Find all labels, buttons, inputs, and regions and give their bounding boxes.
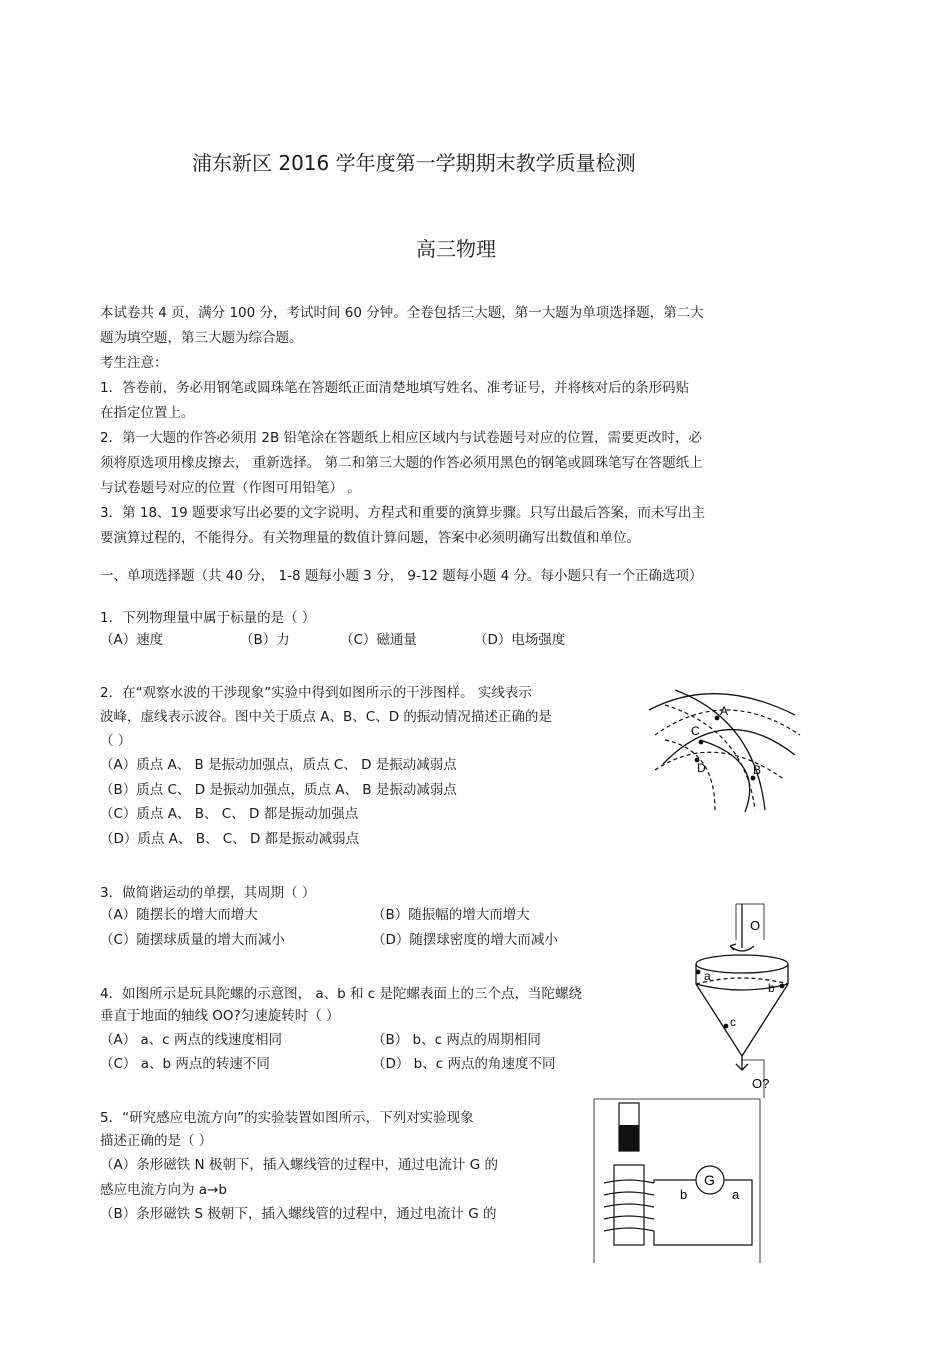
wire-top-left (654, 1180, 696, 1183)
notice-2c: 与试卷题号对应的位置（作图可用铅笔） 。 (100, 480, 361, 496)
point-c-label: c (730, 1015, 736, 1029)
trough-arc-2 (655, 752, 785, 780)
q5-option-b-1: （B）条形磁铁 S 极朝下，插入螺线管的过程中，通过电流计 G 的 (100, 1206, 497, 1222)
interference-figure (645, 680, 805, 815)
point-c-dot (699, 740, 704, 745)
point-a-label: A (720, 704, 729, 718)
trough-arc-3 (665, 705, 755, 810)
crest-arc-4 (700, 740, 750, 812)
point-b-label: B (753, 763, 762, 777)
axis-o-label: O (750, 918, 761, 933)
exam-subtitle: 高三物理 (416, 237, 496, 261)
q3-option-d: （D）随摆球密度的增大而减小 (372, 932, 558, 948)
spinning-top-figure (690, 900, 800, 1100)
coil-turn-4 (604, 1216, 654, 1219)
q2-stem-2: 波峰，虚线表示波谷。图中关于质点 A、B、C、D 的振动情况描述正确的是 (100, 709, 552, 725)
section-1-heading: 一、单项选择题（共 40 分， 1-8 题每小题 3 分， 9-12 题每小题 4 分。每小题只有一个正确选项） (100, 568, 703, 584)
crest-arc-2 (663, 730, 795, 764)
q4-stem-1: 4．如图所示是玩具陀螺的示意图， a、b 和 c 是陀螺表面上的三个点，当陀螺绕 (100, 986, 583, 1002)
point-c-label: C (691, 724, 700, 738)
trough-arc-4 (665, 740, 715, 810)
point-b-label: b (768, 981, 775, 995)
notice-heading: 考生注意： (100, 355, 168, 371)
q5-option-a-1: （A）条形磁铁 N 极朝下，插入螺线管的过程中，通过电流计 G 的 (100, 1157, 498, 1173)
intro-line-1: 本试卷共 4 页，满分 100 分，考试时间 60 分钟。全卷包括三大题，第一大题为单项选择题，第二大 (100, 305, 704, 321)
q4-option-c: （C） a、b 两点的转速不同 (100, 1056, 270, 1072)
notice-2b: 须将原选项用橡皮擦去， 重新选择。 第二和第三大题的作答必须用黑色的钢笔或圆珠笔写在答题纸上 (100, 455, 703, 471)
notice-2a: 2．第一大题的作答必须用 2B 铅笔涂在答题纸上相应区域内与试卷题号对应的位置，需要更改时，必 (100, 430, 703, 446)
point-a-dot (715, 716, 720, 721)
q1-option-d: （D）电场强度 (474, 632, 566, 648)
q2-option-d: （D）质点 A、 B、 C、 D 都是振动减弱点 (100, 831, 360, 847)
notice-3b: 要演算过程的，不能得分。有关物理量的数值计算问题，答案中必须明确写出数值和单位。 (100, 530, 640, 546)
q4-stem-2: 垂直于地面的轴线 OO?匀速旋转时（ ） (100, 1008, 340, 1024)
q1-option-a: （A）速度 (100, 632, 164, 648)
point-a-label: a (704, 969, 711, 983)
intro-line-2: 题为填空题，第三大题为综合题。 (100, 330, 303, 346)
q2-option-b: （B）质点 C、 D 是振动加强点，质点 A、 B 是振动减弱点 (100, 782, 457, 798)
q1-stem: 1．下列物理量中属于标量的是（ ） (100, 610, 316, 626)
q4-option-a: （A） a、c 两点的线速度相同 (100, 1032, 283, 1048)
q1-option-b: （B）力 (240, 632, 290, 648)
cone-right (742, 984, 788, 1056)
induction-figure (592, 1095, 767, 1265)
q2-stem-3: （ ） (100, 733, 132, 749)
q2-option-c: （C）质点 A、 B、 C、 D 都是振动加强点 (100, 806, 359, 822)
q5-stem-1: 5．“研究感应电流方向”的实验装置如图所示，下列对实验现象 (100, 1110, 474, 1126)
q3-option-a: （A）随摆长的增大而增大 (100, 907, 258, 923)
q4-option-b: （B） b、c 两点的周期相同 (372, 1032, 541, 1048)
q2-option-a: （A）质点 A、 B 是振动加强点，质点 C、 D 是振动减弱点 (100, 757, 457, 773)
point-d-label: D (697, 761, 706, 775)
q5-option-a-2: 感应电流方向为 a→b (100, 1182, 227, 1198)
axis-o2-label: O? (752, 1076, 770, 1091)
terminal-b-label: b (680, 1187, 688, 1202)
notice-1b: 在指定位置上。 (100, 405, 195, 421)
coil-turn-5 (604, 1228, 654, 1231)
q3-option-c: （C）随摆球质量的增大而减小 (100, 932, 285, 948)
coil-turn-1 (604, 1180, 654, 1183)
point-a-dot (696, 970, 701, 975)
coil-turn-3 (604, 1204, 654, 1207)
point-c-dot (724, 1024, 729, 1029)
q5-stem-2: 描述正确的是（ ） (100, 1133, 213, 1149)
notice-1a: 1．答卷前，务必用钢笔或圆珠笔在答题纸正面清楚地填写姓名、准考证号，并将核对后的条形码贴 (100, 380, 690, 396)
point-b-dot (780, 984, 785, 989)
q4-option-d: （D） b、c 两点的角速度不同 (372, 1056, 556, 1072)
q3-stem: 3．做简谐运动的单摆，其周期（ ） (100, 885, 316, 901)
magnet-dark-half (619, 1125, 639, 1151)
notice-3a: 3．第 18、19 题要求写出必要的文字说明、方程式和重要的演算步骤。只写出最后答案，而未写出主 (100, 505, 706, 521)
coil-turn-2 (604, 1192, 654, 1195)
exam-title: 浦东新区 2016 学年度第一学期期末教学质量检测 (192, 151, 636, 175)
q2-stem-1: 2．在“观察水波的干涉现象”实验中得到如图所示的干涉图样。 实线表示 (100, 685, 532, 701)
galvanometer-label: G (704, 1172, 715, 1188)
terminal-a-label: a (732, 1187, 740, 1202)
q1-option-c: （C）磁通量 (340, 632, 417, 648)
q3-option-b: （B）随振幅的增大而增大 (372, 907, 530, 923)
